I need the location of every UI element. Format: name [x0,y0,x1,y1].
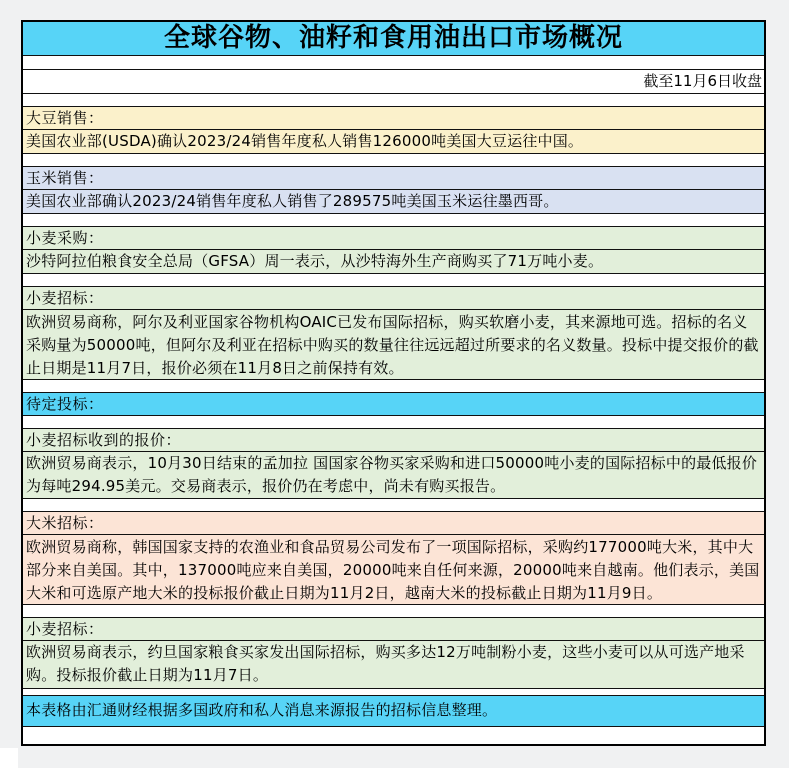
section-body-wheat-tender-jordan: 欧洲贸易商表示，约旦国家粮食买家发出国际招标，购买多达12万吨制粉小麦，这些小麦可以从可选产地采购。投标报价截止日期为11月7日。 [23,641,764,689]
section-header-pending-bids: 待定投标： [23,393,764,416]
section-body-wheat-purchase: 沙特阿拉伯粮食安全总局（GFSA）周一表示，从沙特海外生产商购买了71万吨小麦。 [23,250,764,274]
spacer-row [23,416,764,429]
section-body-soybean-sales: 美国农业部(USDA)确认2023/24销售年度私人销售126000吨美国大豆运往中国。 [23,130,764,154]
spacer-row [23,380,764,393]
section-body-wheat-tender-algeria: 欧洲贸易商称，阿尔及利亚国家谷物机构OAIC已发布国际招标，购买软磨小麦，其来源地可选。招标的名义采购量为50000吨，但阿尔及利亚在招标中购买的数量往往远远超过所要求的名义数量。投标中提交报价的截止日期是11月7日，报价必须在11月8日之前保持有效。 [23,310,764,380]
as-of-date-label: 截至11月6日收盘 [23,70,764,94]
section-header-wheat-tender-offers: 小麦招标收到的报价： [23,429,764,452]
section-header-wheat-purchase: 小麦采购： [23,227,764,250]
market-overview-table [21,20,766,746]
section-body-rice-tender: 欧洲贸易商称，韩国国家支持的农渔业和食品贸易公司发布了一项国际招标，采购约177000吨大米，其中大部分来自美国。其中，137000吨应来自美国，20000吨来自任何来源，20000吨来自越南。他们表示，美国大米和可选原产地大米的投标报价截止日期为11月2日，越南大米的投标截止日期为11月9日。 [23,535,764,605]
spacer-row [23,499,764,512]
section-header-rice-tender: 大米招标： [23,512,764,535]
section-header-corn-sales: 玉米销售： [23,167,764,190]
spacer-row [23,154,764,167]
bottom-left-blank-cell [0,748,18,768]
table-footer-note: 本表格由汇通财经根据多国政府和私人消息来源报告的招标信息整理。 [23,696,764,727]
spacer-row [23,214,764,227]
spacer-row [23,689,764,696]
spacer-row [23,94,764,107]
section-body-corn-sales: 美国农业部确认2023/24销售年度私人销售了289575吨美国玉米运往墨西哥。 [23,190,764,214]
section-header-wheat-tender-jordan: 小麦招标： [23,618,764,641]
section-header-soybean-sales: 大豆销售： [23,107,764,130]
spacer-row [23,56,764,70]
spacer-row [23,605,764,618]
page-title: 全球谷物、油籽和食用油出口市场概况 [23,22,764,56]
spacer-row [23,727,764,744]
section-header-wheat-tender-algeria: 小麦招标： [23,287,764,310]
section-body-wheat-tender-offers: 欧洲贸易商表示，10月30日结束的孟加拉 国国家谷物买家采购和进口50000吨小麦的国际招标中的最低报价为每吨294.95美元。交易商表示，报价仍在考虑中，尚未有购买报告。 [23,452,764,499]
spacer-row [23,274,764,287]
